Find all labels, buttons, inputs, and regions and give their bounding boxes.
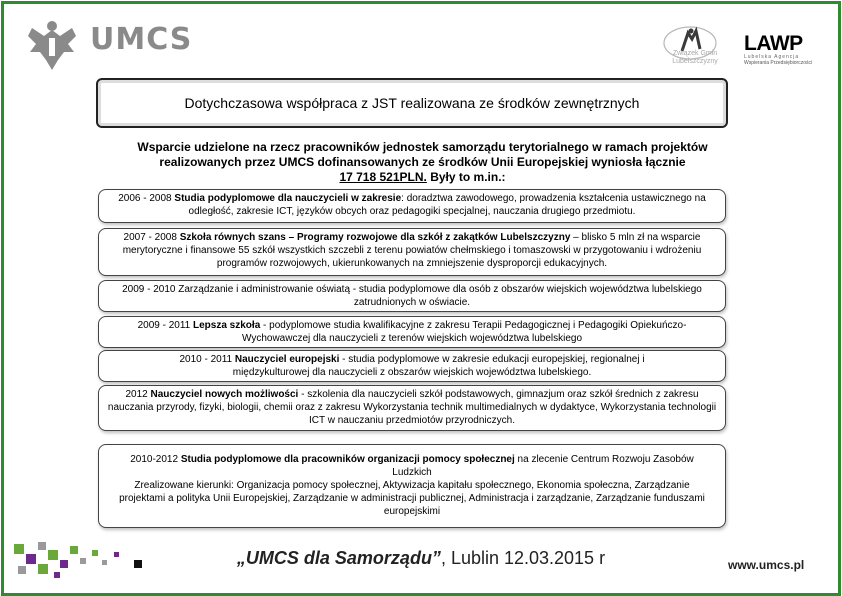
project-card: 2012 Nauczyciel nowych możliwości - szkolenia dla nauczycieli szkół podstawowych, gimnazjum oraz szkół średnich z zakresu nauczania przyrody, fizyki, biologii, chemii oraz z zakresu Wykorzystania technik multimedialnych w dydaktyce, Wykorzystania technologii ICT w nauczaniu przedmiotów przyrodniczych. [98,385,726,431]
website-link[interactable]: www.umcs.pl [728,558,805,572]
footer-caption [0,548,842,569]
project-card: 2010-2012 Studia podyplomowe dla pracowników organizacji pomocy społecznej na zlecenie Centrum Rozwoju Zasobów Ludzkich Zrealizowane kierunki: Organizacja pomocy społecznej, Aktywizacja kapitału społecznego, Ekonomia społeczna, Zarządzanie projektami a polityka Unii Europejskiej, Zarządzanie w administracji publicznej, Administracja i zarządzanie, Zarządzanie funduszami europejskimi [98,444,726,528]
intro-amount: 17 718 521PLN. [339,170,427,184]
lawp-subtitle-2: Wspierania Przedsiębiorczości [744,60,813,66]
intro-text: Wsparcie udzielone na rzecz pracowników jednostek samorządu terytorialnego w ramach projektów realizowanych przez UMCS dofinansowanych ze środków Unii Europejskiej wyniosła łącznie [137,140,708,169]
lawp-logo [744,32,803,56]
umcs-logo-text: UMCS [90,22,193,57]
lawp-logo-text: LAWP [744,32,803,55]
project-card: 2010 - 2011 Nauczyciel europejski - studia podyplomowe w zakresie edukacji europejskiej, regionalnej i międzykulturowej dla nauczycieli z obszarów wiejskich województwa lubelskiego. [98,350,726,382]
footer-date: , Lublin 12.03.2015 r [440,548,606,568]
intro-paragraph [100,140,745,185]
slide-title: Dotychczasowa współpraca z JST realizowana ze środków zewnętrznych [96,78,728,128]
lawp-subtitle-1: Lubelska Agencja [744,54,800,60]
intro-suffix: Były to m.in.: [426,170,506,184]
footer-quote: „UMCS dla Samorządu” [236,548,441,568]
project-card: 2009 - 2011 Lepsza szkoła - podyplomowe studia kwalifikacyjne z zakresu Terapii Pedagogicznej i Pedagogiki Opiekuńczo-Wychowawczej dla nauczycieli z terenów wiejskich województwa lubelskiego [98,316,726,348]
zwiazek-gmin-text: Związek Gmin Lubelszczyzny [672,50,718,65]
project-card: 2006 - 2008 Studia podyplomowe dla nauczycieli w zakresie: doradztwa zawodowego, prowadzenia kształcenia ustawicznego na odległość, zakresie ICT, języków obcych oraz pedagogiki specjalnej, nauczania drugiego przedmiotu. [98,189,726,223]
project-card: 2007 - 2008 Szkoła równych szans – Programy rozwojowe dla szkół z zakątków Lubelszczyzny – blisko 5 mln zł na wsparcie merytoryczne i finansowe 55 szkół wszystkich szczebli z terenu powiatów chełmskiego i tomaszowski w przygotowaniu i wdrożeniu programów rozwojowych, ukierunkowanych na zmniejszenie dysproporcji edukacyjnych. [98,228,726,276]
project-card: 2009 - 2010 Zarządzanie i administrowanie oświatą - studia podyplomowe dla osób z obszarów wiejskich województwa lubelskiego zatrudnionych w oświacie. [98,280,726,312]
